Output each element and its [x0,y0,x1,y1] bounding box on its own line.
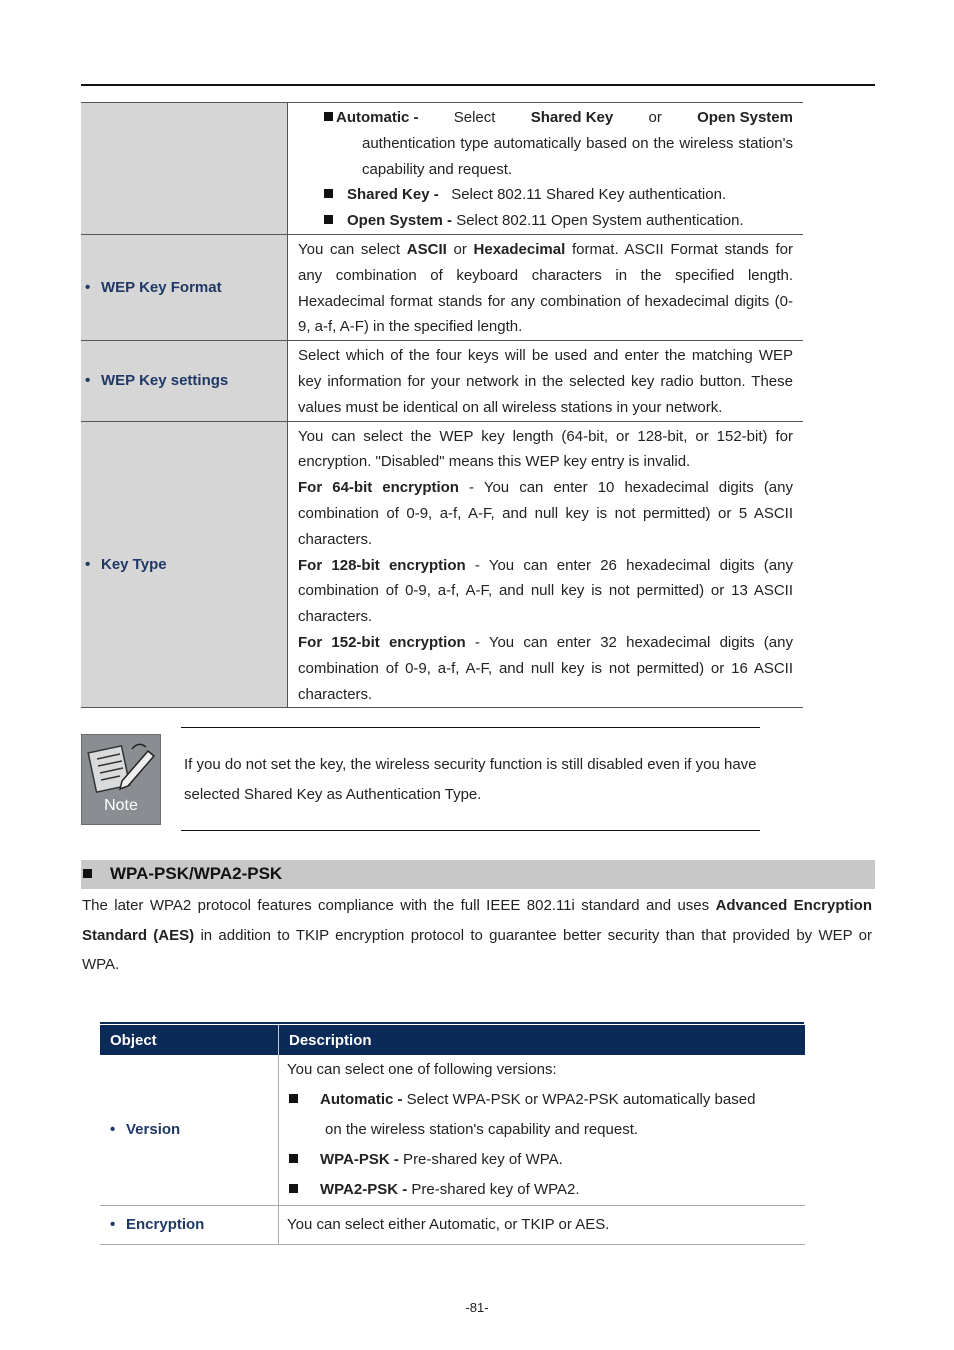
note-icon-label: Note [104,797,138,814]
table-row [100,1055,805,1206]
row-label-wep-key-settings: • WEP Key settings [81,341,288,421]
list-item: Automatic - Select WPA-PSK or WPA2-PSK automatically based [287,1085,797,1115]
table-row [81,421,803,708]
column-header-object: Object [100,1025,279,1055]
table-row [100,1206,805,1245]
square-bullet-icon [289,1184,298,1193]
note-bottom-rule [181,830,760,831]
table-row [81,103,803,235]
row-label-version: • Version [100,1055,279,1206]
header-rule [81,84,875,86]
section-title: WPA-PSK/WPA2-PSK [83,864,282,884]
list-item: WPA-PSK - Pre-shared key of WPA. [287,1145,797,1175]
page-number: -81- [465,1300,489,1315]
square-bullet-icon [324,189,333,198]
list-item: For 152-bit encryption - You can enter 32 hexadecimal digits (any combination of 0-9, a-f, A-F, and null key is not permitted) or 16 ASCII characters. [298,633,793,703]
square-bullet-icon [289,1094,298,1103]
table-row [81,341,803,421]
section-paragraph: The later WPA2 protocol features compliance with the full IEEE 802.11i standard and uses Advanced Encryption Standard (AES) in addition to TKIP encryption protocol to guarantee better security than that provided by WEP or WPA. [82,897,872,973]
square-bullet-icon [324,215,333,224]
list-item-continuation: on the wireless station's capability and request. [325,1121,639,1138]
row-label-empty [81,103,288,235]
column-header-description: Description [279,1025,806,1055]
list-item: Shared Key - Select 802.11 Shared Key authentication. [298,182,793,208]
row-label-encryption: • Encryption [100,1206,279,1245]
note-top-rule [181,727,760,728]
list-item: For 128-bit encryption - You can enter 26 hexadecimal digits (any combination of 0-9, a-f, A-F, and null key is not permitted) or 13 ASCII characters. [298,556,793,626]
row-label-key-type: • Key Type [81,421,288,708]
table-top-rule [100,1022,804,1024]
key-type-description [288,421,804,708]
list-item: WPA2-PSK - Pre-shared key of WPA2. [287,1175,797,1205]
wep-settings-table [81,102,803,708]
auth-type-description [288,103,804,235]
list-item: For 64-bit encryption - You can enter 10 hexadecimal digits (any combination of 0-9, a-f, A-F, and null key is not permitted) or 5 ASCII characters. [298,479,793,548]
row-label-wep-key-format: • WEP Key Format [81,234,288,340]
encryption-description: You can select either Automatic, or TKIP or AES. [287,1216,610,1233]
key-type-intro: You can select the WEP key length (64-bit, or 128-bit, or 152-bit) for encryption. "Disabled" means this WEP key entry is invalid. [298,427,793,471]
square-bullet-icon [83,869,92,878]
note-icon [81,734,161,825]
square-bullet-icon [324,112,333,121]
list-item: Open System - Select 802.11 Open System authentication. [298,208,793,234]
note-text: If you do not set the key, the wireless security function is still disabled even if you have selected Shared Key as Authentication Type. [184,756,757,803]
wpa-psk-table [100,1025,805,1245]
wep-key-format-description: You can select ASCII or Hexadecimal format. ASCII Format stands for any combination of keyboard characters in the specified length. Hexadecimal format stands for any combination of hexadecimal digits (0-9, a-f, A-F) in the specified length. [298,240,793,336]
list-item-continuation: authentication type automatically based on the wireless station's capability and request. [362,134,793,178]
version-description [279,1055,806,1206]
list-item: Automatic - Select Shared Key or Open System [298,105,793,131]
table-header-row [100,1025,805,1055]
square-bullet-icon [289,1154,298,1163]
table-row [81,234,803,340]
version-intro: You can select one of following versions: [287,1061,557,1078]
wep-key-settings-description: Select which of the four keys will be used and enter the matching WEP key information for your network in the selected key radio button. These values must be identical on all wireless stations in your network. [298,347,793,416]
